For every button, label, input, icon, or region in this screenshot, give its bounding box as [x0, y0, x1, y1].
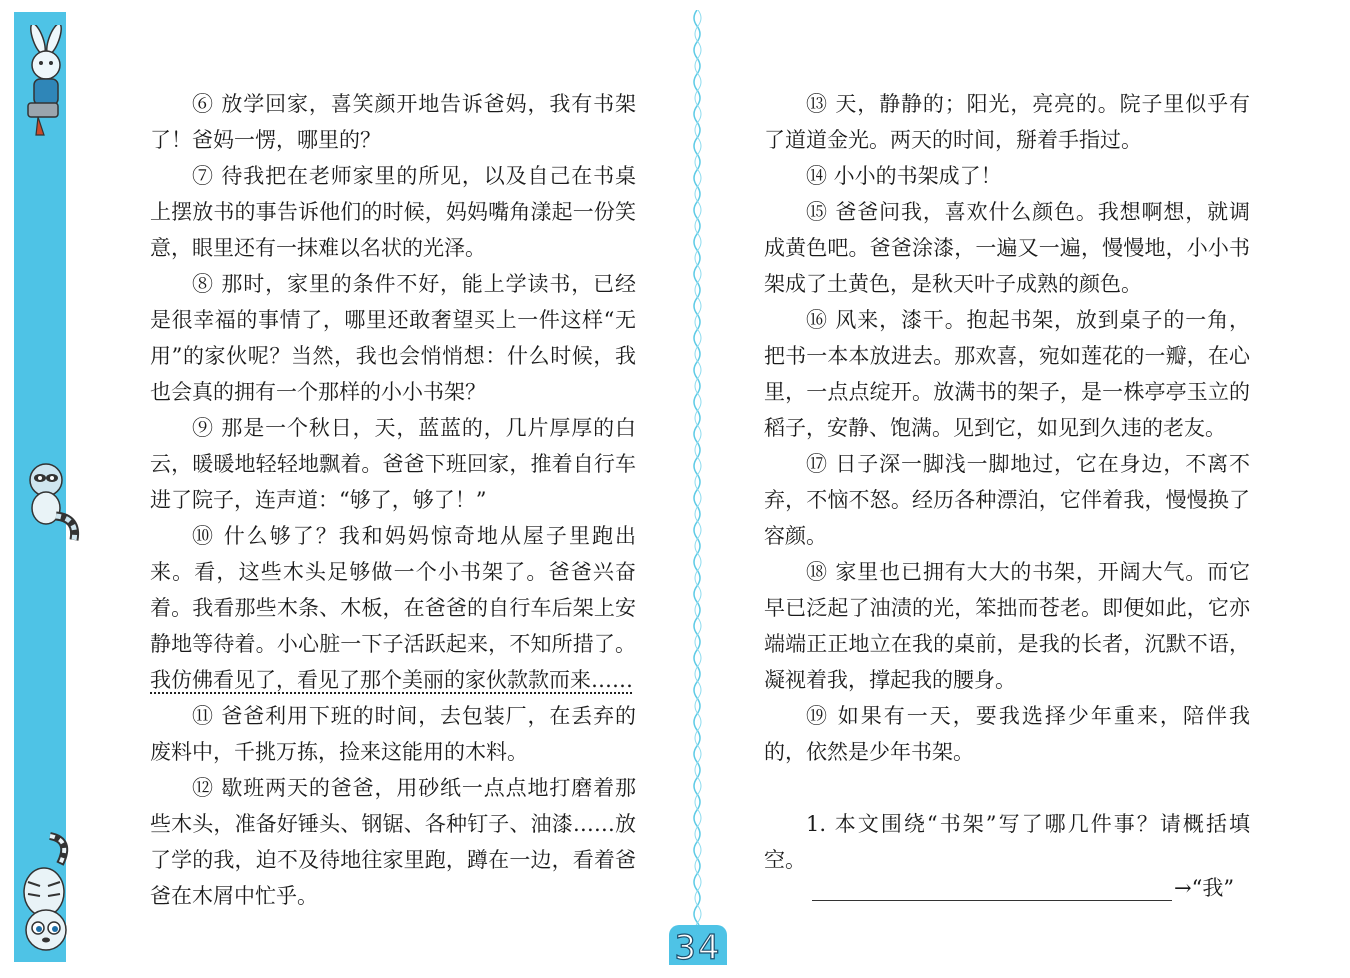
right-page-text	[764, 86, 1250, 878]
book-spine-wavy-line	[688, 10, 706, 960]
question-1: 1. 本文围绕“书架”写了哪几件事？请概括填空。	[764, 812, 1250, 872]
paragraph-7: ⑦ 待我把在老师家里的所见，以及自己在书桌上摆放书的事告诉他们的时候，妈妈嘴角漾起一份笑意，眼里还有一抹难以名状的光泽。	[150, 164, 636, 260]
answer-suffix: →“我”	[1174, 876, 1235, 900]
underlined-sentence: 我仿佛看见了，看见了那个美丽的家伙款款而来……	[150, 668, 633, 692]
paragraph-9: ⑨ 那是一个秋日，天，蓝蓝的，几片厚厚的白云，暖暖地轻轻地飘着。爸爸下班回家，推着自行车进了院子，连声道：“够了，够了！”	[150, 416, 636, 512]
rabbit-cartoon-icon	[8, 25, 78, 140]
page-number-tab	[669, 925, 727, 968]
answer-blank-line[interactable]	[812, 880, 1172, 901]
raccoon-cartoon-icon	[12, 458, 84, 548]
paragraph-12: ⑫ 歇班两天的爸爸，用砂纸一点点地打磨着那些木头，准备好锤头、钢锯、各种钉子、油漆……放了学的我，迫不及待地往家里跑，蹲在一边，看着爸爸在木屑中忙乎。	[150, 776, 636, 908]
paragraph-11: ⑪ 爸爸利用下班的时间，去包装厂，在丢弃的废料中，千挑万拣，捡来这能用的木料。	[150, 704, 636, 764]
paragraph-6: ⑥ 放学回家，喜笑颜开地告诉爸妈，我有书架了！爸妈一愣，哪里的？	[150, 92, 636, 152]
page-number: 34	[674, 928, 722, 968]
paragraph-16: ⑯ 风来，漆干。抱起书架，放到桌子的一角，把书一本本放进去。那欢喜，宛如莲花的一瓣，在心里，一点点绽开。放满书的架子，是一株亭亭玉立的稻子，安静、饱满。见到它，如见到久违的老友。	[764, 308, 1250, 440]
paragraph-10	[150, 518, 636, 698]
paragraph-8: ⑧ 那时，家里的条件不好，能上学读书，已经是很幸福的事情了，哪里还敢奢望买上一件这样“无用”的家伙呢？当然，我也会悄悄想：什么时候，我也会真的拥有一个那样的小小书架？	[150, 272, 636, 404]
paragraph-18: ⑱ 家里也已拥有大大的书架，开阔大气。而它早已泛起了油渍的光，笨拙而苍老。即便如此，它亦端端正正地立在我的桌前，是我的长者，沉默不语，凝视着我，撑起我的腰身。	[764, 560, 1250, 692]
paragraph-15: ⑮ 爸爸问我，喜欢什么颜色。我想啊想，就调成黄色吧。爸爸涂漆，一遍又一遍，慢慢地，小小书架成了土黄色，是秋天叶子成熟的颜色。	[764, 200, 1250, 296]
paragraph-14: ⑭ 小小的书架成了！	[806, 164, 1002, 188]
tiger-cartoon-icon	[10, 830, 86, 960]
left-page-text	[150, 86, 636, 914]
paragraph-17: ⑰ 日子深一脚浅一脚地过，它在身边，不离不弃，不恼不怒。经历各种漂泊，它伴着我，慢慢换了容颜。	[764, 452, 1250, 548]
paragraph-10-text: ⑩ 什么够了？我和妈妈惊奇地从屋子里跑出来。看，这些木头足够做一个小书架了。爸爸兴奋着。我看那些木条、木板，在爸爸的自行车后架上安静地等待着。小心脏一下子活跃起来，不知所措了。	[150, 524, 636, 656]
paragraph-19: ⑲ 如果有一天，要我选择少年重来，陪伴我的，依然是少年书架。	[764, 704, 1250, 764]
paragraph-13: ⑬ 天，静静的；阳光，亮亮的。院子里似乎有了道道金光。两天的时间，掰着手指过。	[764, 92, 1250, 152]
